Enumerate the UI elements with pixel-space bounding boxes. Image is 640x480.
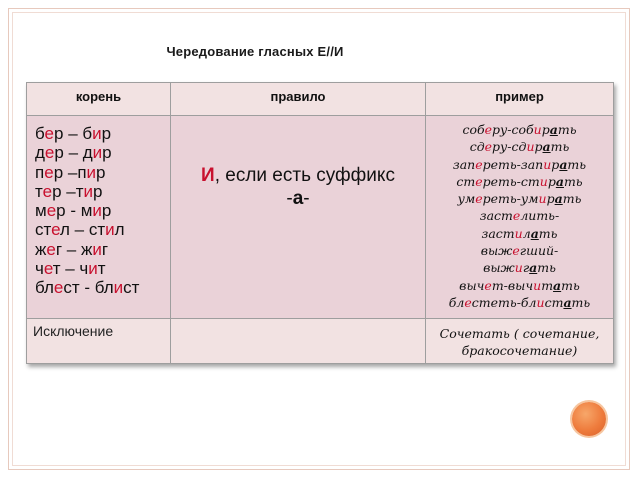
root-pair-row [35,182,170,201]
alternating-vowel: и [92,143,103,163]
example-fragment: т-выч [491,277,534,293]
example-fragment: ст [544,294,564,310]
rule-suffix: а [292,188,304,209]
alternating-vowel: е [51,220,60,240]
suffix-a: а [554,191,563,207]
root-pair-row [35,201,170,220]
example-fragment: г [522,260,530,276]
root-pair-row [35,278,170,297]
example-fragment: л [522,225,531,241]
example-fragment: выч [459,277,485,293]
example-fragment: стеть-бл [471,294,537,310]
example-fragment: реть-ст [482,173,540,189]
example-row [426,173,613,190]
root-fragment: ст [35,220,52,240]
root-pair-row [35,240,170,259]
example-fragment: ть [567,156,587,172]
example-fragment: ум [457,191,476,207]
example-fragment: выж [483,260,515,276]
alternating-vowel: и [92,124,102,143]
root-fragment: ч [35,259,44,279]
root-fragment: р –т [52,181,84,201]
example-row [426,242,613,259]
root-pair-row [35,220,170,239]
alternating-vowel: и [514,225,523,241]
alternating-vowel: е [484,139,493,155]
root-fragment: г [101,239,109,259]
header-example [425,82,614,116]
suffix-a: а [530,225,539,241]
root-fragment: р [96,162,106,182]
rule-table [26,82,614,364]
suffix-a: а [549,122,558,137]
alternating-vowel: е [44,124,55,143]
alternating-vowel: и [514,260,523,276]
example-fragment: ть [561,277,580,293]
root-fragment: г – ж [55,239,93,259]
alternating-vowel: и [113,278,124,298]
suffix-a: а [529,260,538,276]
root-fragment: р [102,143,112,163]
example-fragment: реть-ум [482,191,539,207]
root-fragment: л [114,220,125,240]
root-fragment: р - м [56,201,93,221]
root-fragment: т [97,259,106,279]
rule-text [171,164,425,210]
alternating-vowel: и [86,162,97,182]
alternating-vowel: и [92,201,102,221]
alternating-vowel: е [46,201,57,221]
root-fragment: ст [123,278,140,298]
example-row [426,277,613,294]
alternating-vowel: и [533,277,542,293]
example-row [426,259,613,276]
alternating-vowel: е [475,191,483,207]
alternating-vowel: е [484,277,492,293]
example-fragment: р [534,139,543,155]
root-fragment: т – ч [52,259,89,279]
example-fragment: соб [462,122,485,137]
page-title: Чередование гласных Е//И [166,44,344,59]
example-row [426,207,613,224]
example-fragment: ть [538,225,558,241]
example-fragment: сд [469,139,485,155]
root-pair-row [35,259,170,278]
root-pair-row [35,124,170,143]
header-root [26,82,171,116]
exception-example-cell [425,318,614,364]
roots-cell [26,115,171,319]
alternating-vowel: и [543,156,552,172]
root-fragment: л – ст [60,220,106,240]
alternating-vowel: и [83,181,93,201]
alternating-vowel: е [43,259,53,279]
example-fragment: т [541,277,554,293]
example-fragment: ть [550,139,570,155]
rule-cell [170,115,426,319]
example-fragment: реть-зап [482,156,544,172]
root-pair-row [35,143,170,162]
alternating-vowel: и [533,122,542,137]
alternating-vowel: и [538,191,547,207]
alternating-vowel: и [536,294,545,310]
example-fragment: ст [456,173,476,189]
alternating-vowel: е [475,156,483,172]
alternating-vowel: е [53,278,64,298]
exception-label-cell [26,318,171,364]
example-fragment: ть [571,294,591,310]
example-fragment: р [547,173,556,189]
exception-example: Сочетать ( сочетание, бракосочетание) [439,326,600,358]
alternating-vowel: и [539,173,548,189]
example-fragment: ть [562,191,582,207]
example-fragment: выж [480,243,513,259]
exception-label: Исключение [33,323,114,339]
rule-lead-letter: И [201,165,215,186]
alternating-vowel: и [88,259,98,279]
alternating-vowel: е [42,181,53,201]
header-rule-label: правило [270,89,326,104]
example-row [426,225,613,242]
root-fragment: р [101,201,112,221]
suffix-a: а [553,277,562,293]
rule-text-line1: , если есть суффикс [214,165,395,186]
example-fragment: р [551,156,560,172]
header-root-label: корень [75,89,122,104]
root-fragment: р – д [54,143,93,163]
root-fragment: б [35,124,45,143]
example-fragment: ру-соб [492,122,534,137]
example-row [426,156,613,173]
decorative-circle [572,402,606,436]
example-fragment: р [541,122,550,137]
example-fragment: ть [563,173,583,189]
alternating-vowel: и [526,139,535,155]
root-fragment: м [35,201,47,221]
alternating-vowel: е [44,162,54,182]
suffix-a: а [555,173,564,189]
root-fragment: ж [35,239,47,259]
alternating-vowel: е [512,208,521,224]
alternating-vowel: е [44,143,55,163]
root-pair-row [35,163,170,182]
alternating-vowel: е [484,122,493,137]
exception-rule-cell [170,318,426,364]
suffix-a: а [542,139,551,155]
example-fragment: заст [481,225,515,241]
suffix-a: а [563,294,572,310]
root-fragment: р [101,124,112,143]
root-fragment: р –п [53,162,87,182]
example-row [426,190,613,207]
alternating-vowel: и [105,220,115,240]
alternating-vowel: е [464,294,472,310]
rule-dash-right: - [303,188,310,209]
example-fragment: заст [479,208,513,224]
root-fragment: д [35,143,45,163]
root-fragment: т [35,181,43,201]
example-fragment: гший- [519,243,559,259]
root-fragment: ст - бл [63,278,114,298]
example-row [426,294,613,311]
alternating-vowel: и [92,239,102,259]
header-example-label: пример [495,89,544,104]
example-row [426,121,613,138]
root-fragment: р – б [54,124,93,143]
alternating-vowel: е [46,239,56,259]
root-fragment: р [93,181,103,201]
example-row [426,138,613,155]
root-fragment: бл [35,278,54,298]
example-fragment: зап [452,156,476,172]
alternating-vowel: е [512,243,520,259]
example-fragment: ть [537,260,556,276]
example-fragment: р [546,191,555,207]
example-fragment: ть [557,122,577,137]
header-rule [170,82,426,116]
examples-cell [425,115,614,319]
root-fragment: п [35,162,45,182]
example-fragment: ру-сд [492,139,527,155]
rule-dash-left: - [286,188,293,209]
alternating-vowel: е [475,173,483,189]
suffix-a: а [559,156,568,172]
example-fragment: лить- [520,208,560,224]
example-fragment: бл [448,294,465,310]
